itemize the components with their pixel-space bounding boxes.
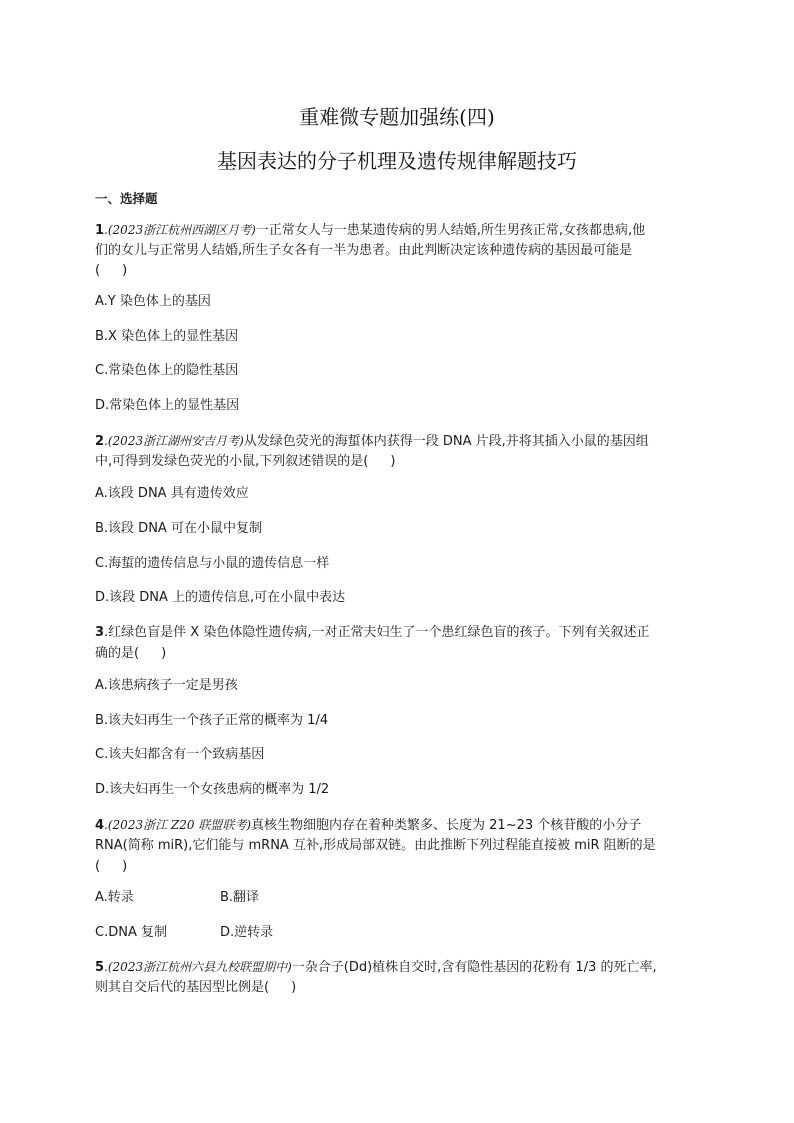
question-1-option-d: D.常染色体上的显性基因 [95, 398, 240, 413]
question-5-text: 一杂合子(Dd)植株自交时,含有隐性基因的花粉有 1/3 的死亡率, [291, 960, 657, 975]
question-2-text-2: 中,可得到发绿色荧光的小鼠,下列叙述错误的是( [95, 454, 369, 469]
question-4-option-c: C.DNA 复制 [95, 925, 167, 940]
question-1-option-c: C.常染色体上的隐性基因 [95, 363, 239, 378]
question-1-source: .(2023浙江杭州西湖区月考) [104, 223, 256, 237]
question-5-line-2 [95, 979, 296, 997]
question-2-option-d: D.该段 DNA 上的遗传信息,可在小鼠中表达 [95, 590, 346, 605]
question-2-option-b: B.该段 DNA 可在小鼠中复制 [95, 521, 262, 536]
question-4-line-3 [95, 858, 127, 876]
question-4-option-d: D.逆转录 [220, 925, 274, 940]
question-2-text: 从发绿色荧光的海蜇体内获得一段 DNA 片段,并将其插入小鼠的基因组 [243, 434, 649, 449]
question-3-text-2: 确的是( [95, 646, 140, 661]
question-5-number: 5 [95, 960, 105, 975]
question-5-source: .(2023浙江杭州六县九校联盟期中) [104, 960, 292, 974]
page-subtitle: 基因表达的分子机理及遗传规律解题技巧 [217, 149, 577, 173]
question-3-line-2 [95, 645, 166, 663]
answer-paren-close: ) [291, 980, 297, 995]
question-1-number: 1 [95, 223, 105, 238]
question-5-line-1 [95, 958, 657, 977]
question-4-source: .(2023浙江 Z20 联盟联考) [104, 818, 252, 832]
question-1-line-1 [95, 221, 645, 240]
answer-paren-open: ( [95, 859, 101, 874]
question-1-option-a: A.Y 染色体上的基因 [95, 294, 211, 309]
question-4-option-a: A.转录 [95, 890, 134, 905]
question-4-option-b: B.翻译 [220, 890, 260, 905]
question-4-line-2: RNA(简称 miR),它们能与 mRNA 互补,形成局部双链。由此推断下列过程能直接被 miR 阻断的是 [95, 838, 656, 853]
question-2-number: 2 [95, 434, 105, 449]
question-4-text: 真核生物细胞内存在着种类繁多、长度为 21~23 个核苷酸的小分子 [251, 818, 642, 833]
answer-paren-open: ( [95, 263, 101, 278]
section-heading: 一、选择题 [95, 191, 158, 206]
question-2-source: .(2023浙江湖州安吉月考) [104, 434, 244, 448]
question-2-option-c: C.海蜇的遗传信息与小鼠的遗传信息一样 [95, 556, 330, 571]
answer-paren-close: ) [122, 859, 128, 874]
question-4-number: 4 [95, 818, 105, 833]
answer-paren-close: ) [390, 454, 396, 469]
page-title: 重难微专题加强练(四) [299, 105, 495, 129]
question-2-line-1 [95, 432, 649, 451]
question-2-option-a: A.该段 DNA 具有遗传效应 [95, 486, 249, 501]
question-3-option-c: C.该夫妇都含有一个致病基因 [95, 747, 265, 762]
question-3-number: 3 [95, 625, 105, 640]
question-3-option-b: B.该夫妇再生一个孩子正常的概率为 1/4 [95, 713, 329, 728]
question-2-line-2 [95, 453, 395, 471]
question-1-line-2: 们的女儿与正常男人结婚,所生子女各有一半为患者。由此判断决定该种遗传病的基因最可能是 [95, 243, 633, 258]
question-3-option-d: D.该夫妇再生一个女孩患病的概率为 1/2 [95, 782, 330, 797]
question-1-option-b: B.X 染色体上的显性基因 [95, 329, 239, 344]
answer-paren-close: ) [161, 646, 167, 661]
question-4-line-1 [95, 816, 641, 835]
question-3-text: .红绿色盲是伴 X 染色体隐性遗传病,一对正常夫妇生了一个患红绿色盲的孩子。下列有关叙述正 [104, 625, 650, 640]
question-3-option-a: A.该患病孩子一定是男孩 [95, 678, 238, 693]
question-5-text-2: 则其自交后代的基因型比例是( [95, 980, 270, 995]
question-3-line-1 [95, 624, 649, 642]
question-1-line-3 [95, 262, 127, 280]
answer-paren-close: ) [122, 263, 128, 278]
question-1-text: 一正常女人与一患某遗传病的男人结婚,所生男孩正常,女孩都患病,他 [255, 223, 646, 238]
